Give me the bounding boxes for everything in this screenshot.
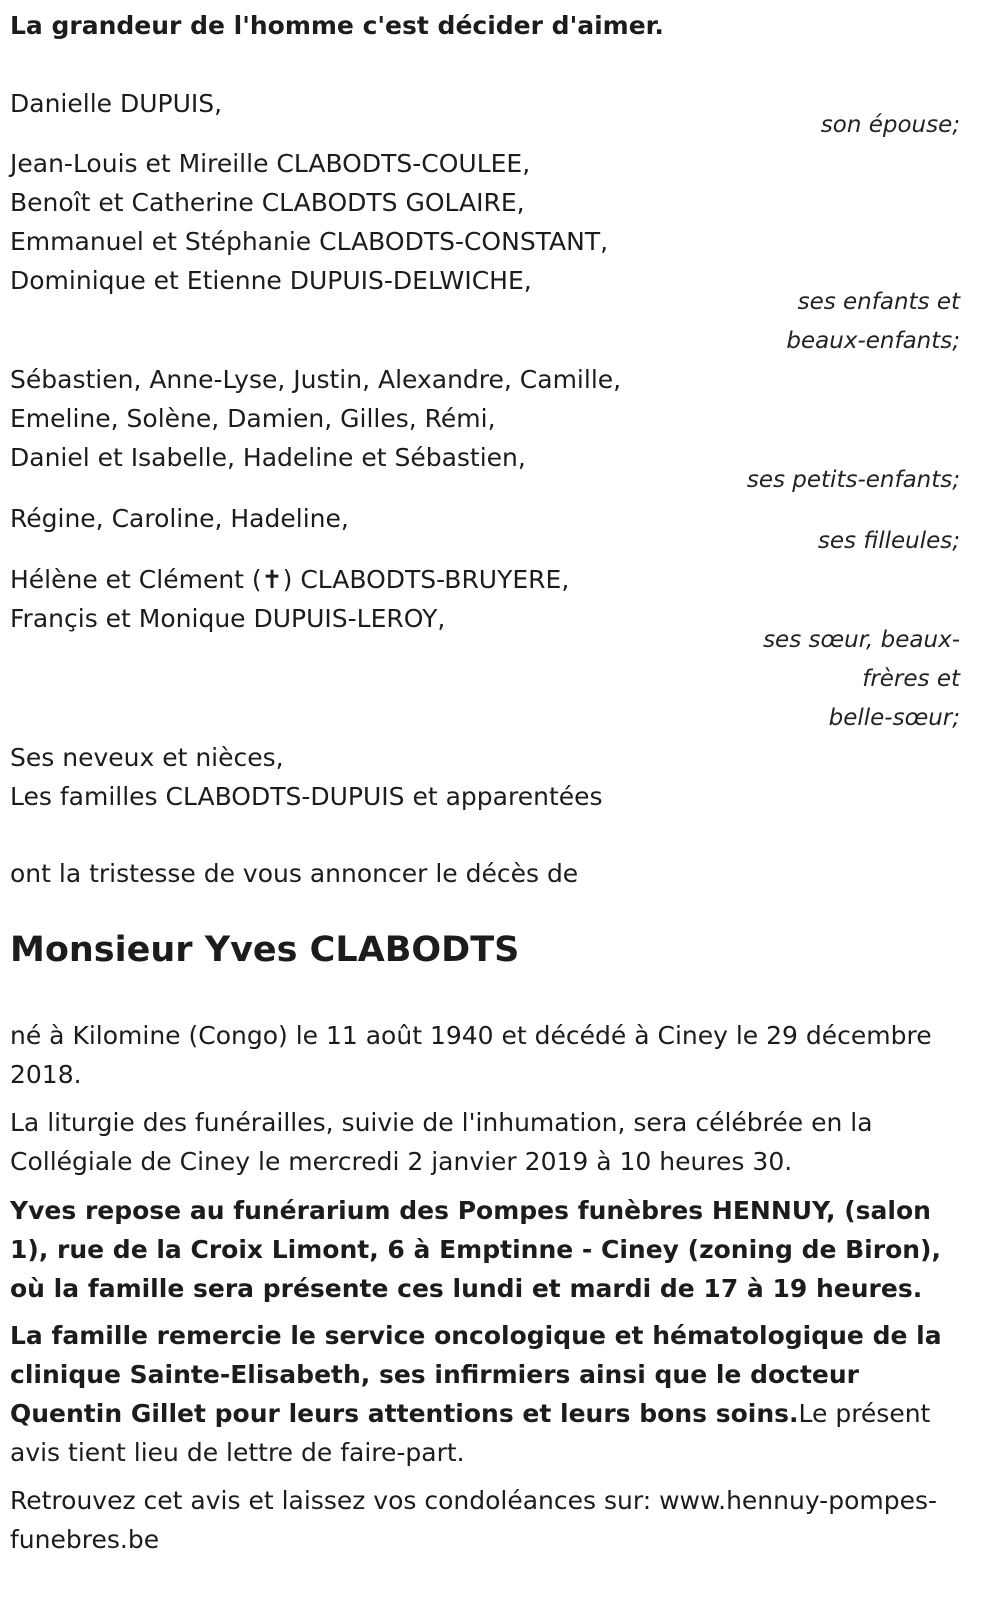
siblings-relation: belle-sœur; — [828, 705, 960, 731]
grandchildren-name: Daniel et Isabelle, Hadeline et Sébastien, — [10, 443, 526, 472]
grandchildren-name: Sébastien, Anne-Lyse, Justin, Alexandre, Camille, — [10, 365, 622, 394]
spouse-relation: son épouse; — [820, 112, 960, 138]
siblings-name: Françis et Monique DUPUIS-LEROY, — [10, 604, 446, 633]
grandchildren-relation: ses petits-enfants; — [746, 467, 960, 493]
heading: La grandeur de l'homme c'est décider d'aimer. — [10, 11, 664, 40]
birth-death: né à Kilomine (Congo) le 11 août 1940 et décédé à Ciney le 29 décembre 2018. — [10, 1021, 932, 1089]
thanks — [10, 1316, 970, 1472]
siblings-name: Hélène et Clément (✝) CLABODTS-BRUYERE, — [10, 565, 570, 594]
children-relation: ses enfants et — [797, 289, 960, 315]
others-line: Les familles CLABODTS-DUPUIS et apparentées — [10, 782, 603, 811]
liturgy: La liturgie des funérailles, suivie de l'inhumation, sera célébrée en la Collégiale de Ciney le mercredi 2 janvier 2019 à 10 heures 30. — [10, 1108, 873, 1176]
children-name: Emmanuel et Stéphanie CLABODTS-CONSTANT, — [10, 227, 609, 256]
siblings-relation: ses sœur, beaux- — [763, 627, 960, 653]
deceased-name: Monsieur Yves CLABODTS — [10, 930, 520, 970]
goddaughters-relation: ses filleules; — [817, 528, 960, 554]
children-relation: beaux-enfants; — [786, 328, 960, 354]
siblings-relation: frères et — [862, 666, 960, 692]
funerarium: Yves repose au funérarium des Pompes funèbres HENNUY, (salon 1), rue de la Croix Limont, 6 à Emptinne - Ciney (zoning de Biron), où la famille sera présente ces lundi et mardi de 17 à 19 heures. — [10, 1196, 941, 1303]
grandchildren-name: Emeline, Solène, Damien, Gilles, Rémi, — [10, 404, 496, 433]
thanks-rest: Le présent avis tient lieu de lettre de faire-part. — [10, 1399, 931, 1467]
children-name: Dominique et Etienne DUPUIS-DELWICHE, — [10, 266, 532, 295]
online-notice: Retrouvez cet avis et laissez vos condoléances sur: www.hennuy-pompes-funebres.be — [10, 1486, 938, 1554]
spouse-name: Danielle DUPUIS, — [10, 89, 223, 118]
thanks-bold: La famille remercie le service oncologique et hématologique de la clinique Sainte-Elisabeth, ses infirmiers ainsi que le docteur Quentin Gillet pour leurs attentions et leurs bons soins. — [10, 1321, 942, 1428]
goddaughters-names: Régine, Caroline, Hadeline, — [10, 504, 349, 533]
children-name: Benoît et Catherine CLABODTS GOLAIRE, — [10, 188, 525, 217]
others-line: Ses neveux et nièces, — [10, 743, 284, 772]
children-name: Jean-Louis et Mireille CLABODTS-COULEE, — [10, 149, 531, 178]
announce-text: ont la tristesse de vous annoncer le décès de — [10, 859, 579, 888]
